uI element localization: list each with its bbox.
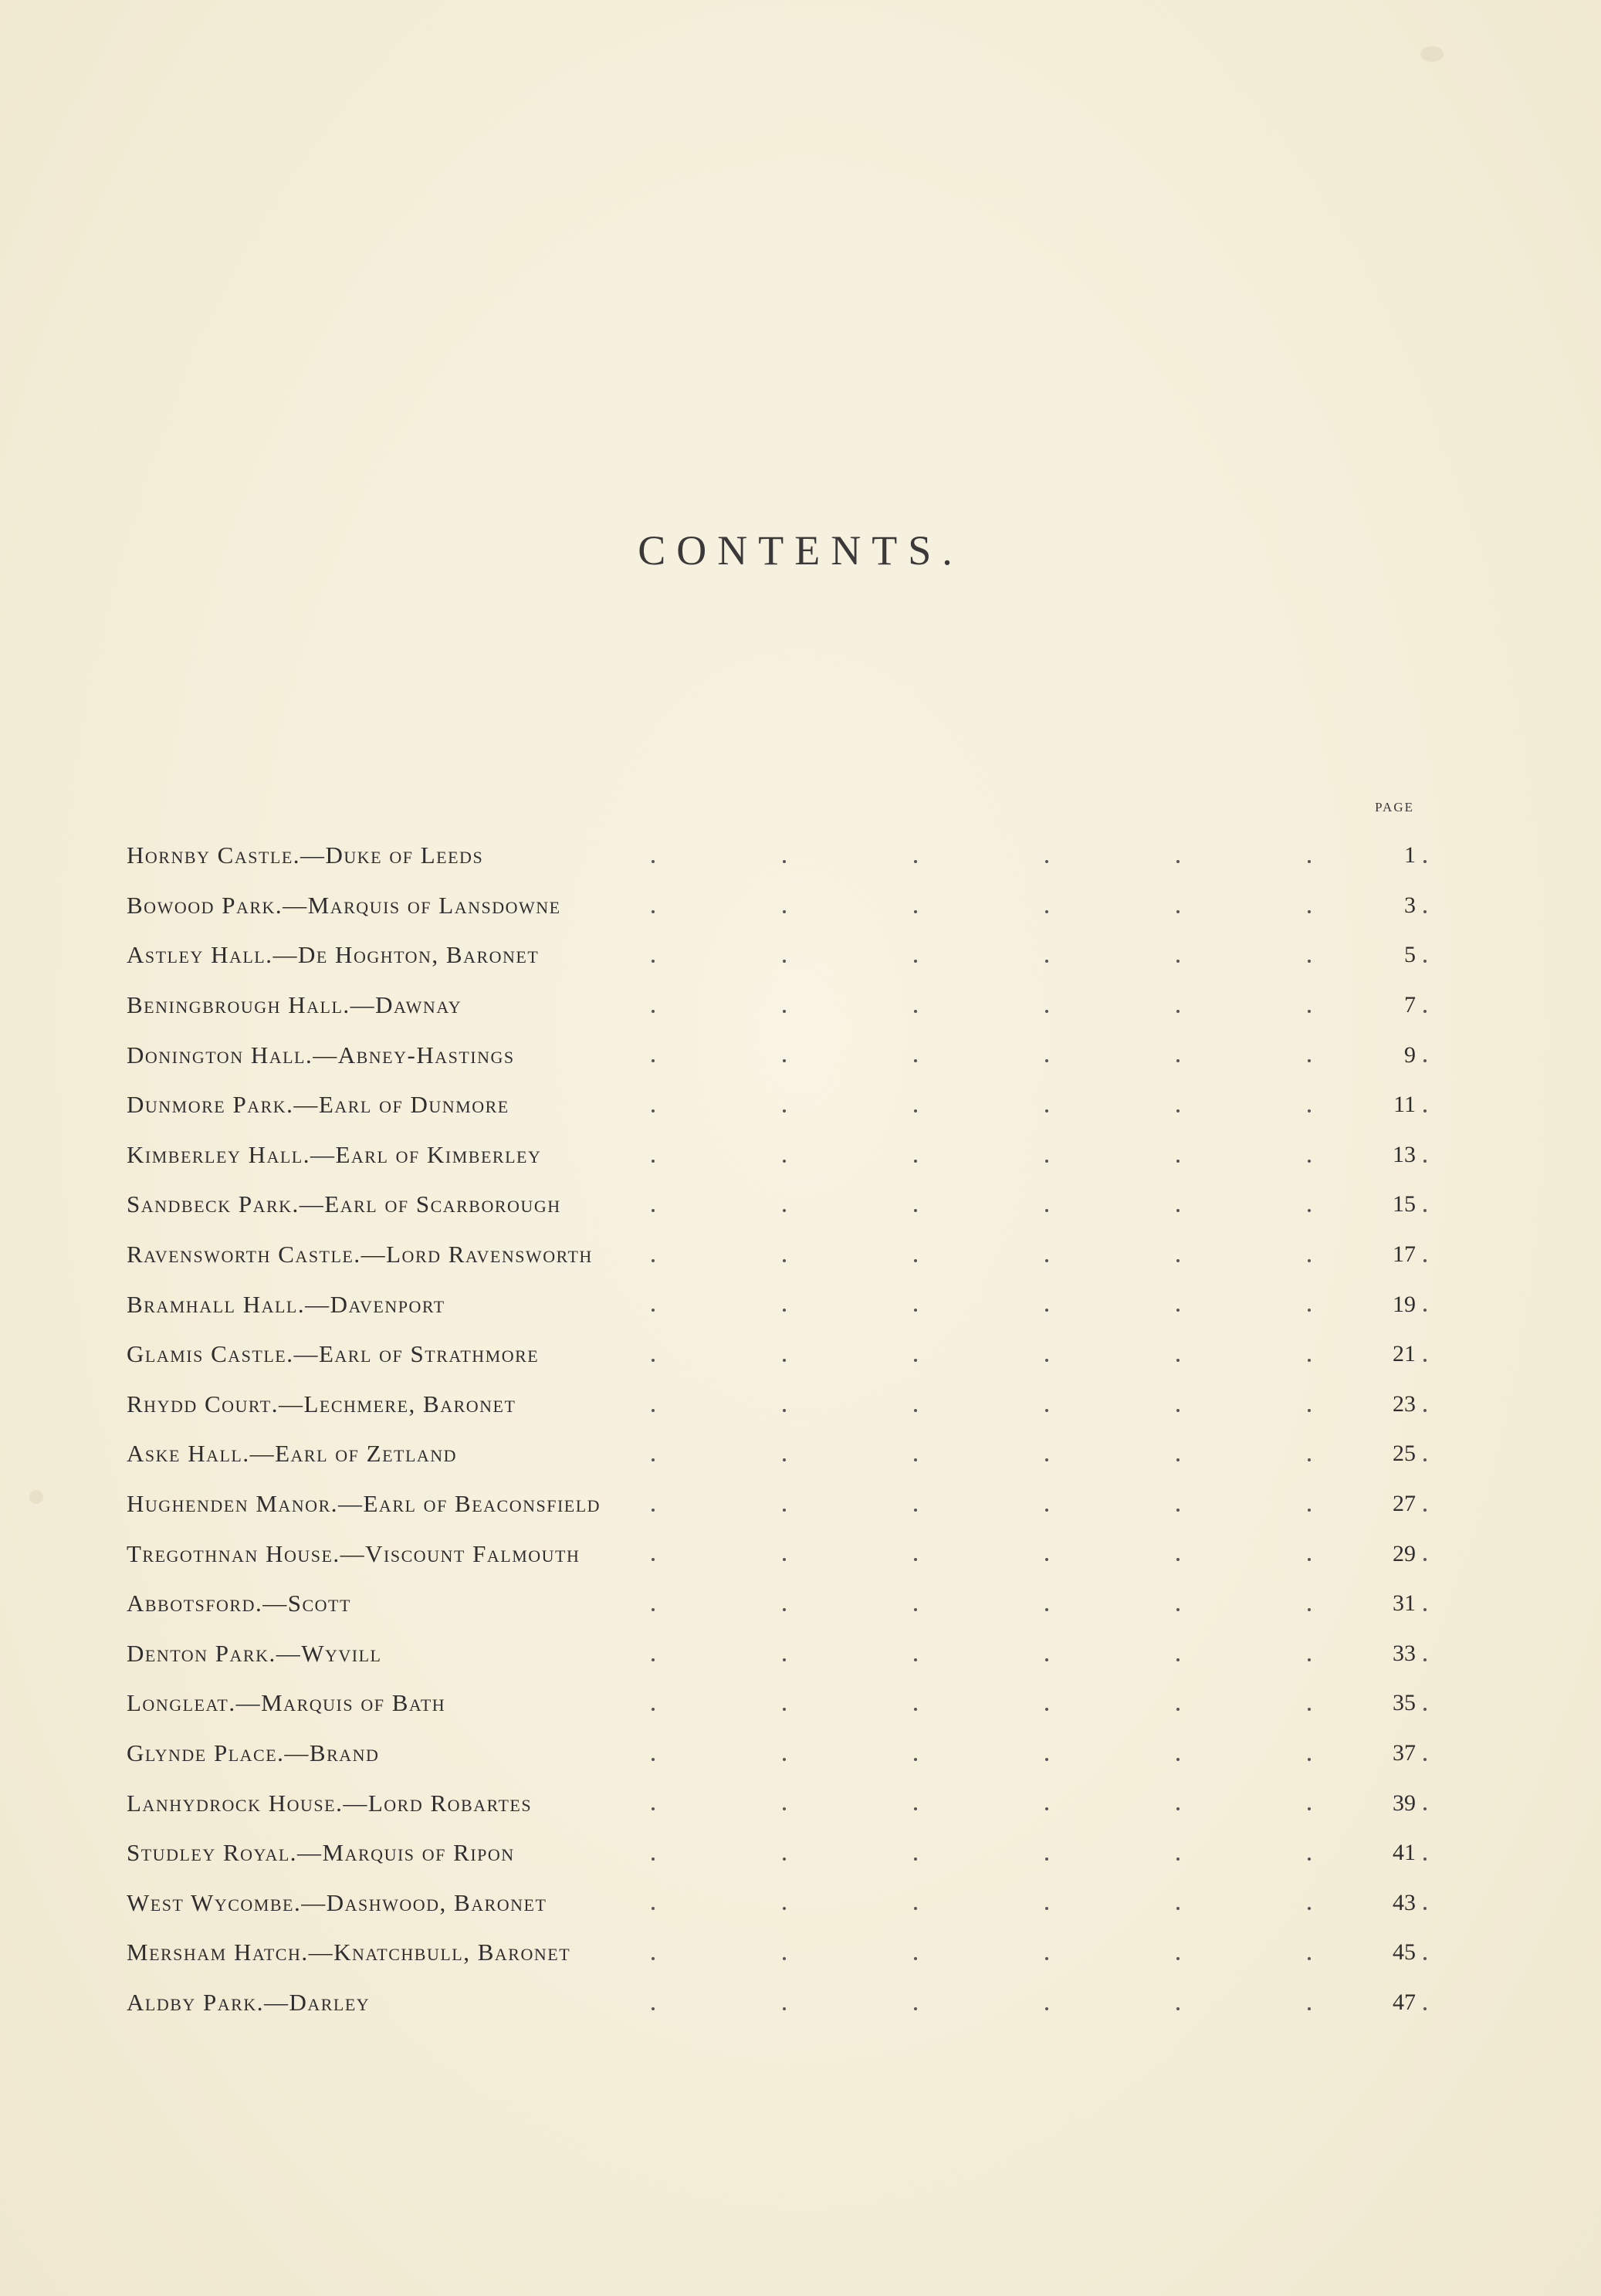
toc-entry-title: Bowood Park.—Marquis of Lansdowne (127, 891, 561, 919)
leader-dot (1176, 1758, 1180, 1761)
toc-entry-title: Rhydd Court.—Lechmere, Baronet (127, 1390, 516, 1417)
leader-dot (1423, 860, 1427, 863)
leader-dot (1423, 2007, 1427, 2010)
leader-dot (652, 2007, 655, 2010)
leader-dot (914, 1359, 917, 1362)
toc-entry-title: Denton Park.—Wyvill (127, 1639, 382, 1667)
leader-dot (1045, 1359, 1048, 1362)
toc-entry-page-number: 39 (1393, 1790, 1416, 1816)
leader-dot (1423, 1509, 1427, 1512)
leader-dot (1045, 910, 1048, 913)
toc-entry-title: Abbotsford.—Scott (127, 1590, 351, 1617)
leader-dot (1308, 1509, 1311, 1512)
leader-dot (1423, 1359, 1427, 1362)
toc-entry (127, 1928, 1416, 1978)
leader-dot (783, 1907, 786, 1910)
leader-dot (652, 1558, 655, 1561)
toc-entry-page-number: 29 (1393, 1540, 1416, 1566)
leader-dot (1308, 1957, 1311, 1960)
leader-dot (1308, 1807, 1311, 1810)
leader-dot (914, 1160, 917, 1163)
toc-entry-title: Beningbrough Hall.—Dawnay (127, 991, 462, 1019)
leader-dot (783, 1059, 786, 1062)
toc-entry (127, 831, 1416, 881)
leader-dot (652, 1109, 655, 1112)
leader-dot (914, 1409, 917, 1412)
toc-entry-title: Mersham Hatch.—Knatchbull, Baronet (127, 1939, 571, 1966)
toc-entry-title: Lanhydrock House.—Lord Robartes (127, 1789, 533, 1817)
leader-dot (1176, 1807, 1180, 1810)
leader-dot (1308, 1160, 1311, 1163)
leader-dot (783, 1458, 786, 1461)
leader-dot (783, 1209, 786, 1212)
leader-dot (652, 1708, 655, 1711)
toc-entry-page-number: 43 (1393, 1889, 1416, 1915)
toc-entry (127, 1529, 1416, 1579)
leader-dot (1308, 1059, 1311, 1062)
leader-dot (914, 860, 917, 863)
leader-dot (783, 1708, 786, 1711)
leader-dot (1423, 910, 1427, 913)
leader-dot (1045, 1309, 1048, 1312)
leader-dot (1045, 1957, 1048, 1960)
toc-entry-title: Kimberley Hall.—Earl of Kimberley (127, 1140, 542, 1168)
leader-dot (652, 1957, 655, 1960)
leader-dot (783, 1109, 786, 1112)
leader-dot (1176, 1458, 1180, 1461)
leader-dot (783, 1010, 786, 1013)
leader-dot (1045, 1758, 1048, 1761)
leader-dot (1045, 960, 1048, 963)
toc-entry-page-number: 5 (1404, 942, 1416, 968)
dot-leader (652, 1878, 1439, 1928)
leader-dot (652, 1209, 655, 1212)
paper-stain (1420, 46, 1444, 62)
leader-dot (1423, 1059, 1427, 1062)
dot-leader (652, 881, 1439, 931)
toc-entry-page-number: 27 (1393, 1491, 1416, 1517)
toc-entry-page-number: 25 (1393, 1441, 1416, 1467)
leader-dot (1308, 860, 1311, 863)
toc-entry-title: Dunmore Park.—Earl of Dunmore (127, 1091, 509, 1119)
toc-entry-title: Longleat.—Marquis of Bath (127, 1689, 446, 1717)
leader-dot (1423, 1458, 1427, 1461)
toc-entry-title: Glynde Place.—Brand (127, 1739, 380, 1766)
leader-dot (1308, 1109, 1311, 1112)
toc-entry-page-number: 1 (1404, 842, 1416, 869)
page-column-header: PAGE (1375, 800, 1414, 814)
leader-dot (783, 960, 786, 963)
toc-entry-page-number: 35 (1393, 1690, 1416, 1716)
leader-dot (1176, 1209, 1180, 1212)
toc-entry (127, 1629, 1416, 1679)
dot-leader (652, 1380, 1439, 1430)
toc-entry (127, 1230, 1416, 1280)
leader-dot (914, 1807, 917, 1810)
toc-entry (127, 1180, 1416, 1230)
leader-dot (652, 1807, 655, 1810)
toc-entry-title: Studley Royal.—Marquis of Ripon (127, 1839, 515, 1867)
leader-dot (1308, 1010, 1311, 1013)
dot-leader (652, 930, 1439, 980)
toc-entry (127, 1479, 1416, 1529)
leader-dot (1423, 1209, 1427, 1212)
leader-dot (1308, 1608, 1311, 1611)
leader-dot (914, 1259, 917, 1262)
leader-dot (652, 1509, 655, 1512)
toc-entry (127, 1279, 1416, 1329)
dot-leader (652, 980, 1439, 1031)
leader-dot (1176, 1059, 1180, 1062)
toc-entry-page-number: 17 (1393, 1241, 1416, 1268)
leader-dot (1308, 2007, 1311, 2010)
leader-dot (1176, 1010, 1180, 1013)
leader-dot (783, 1409, 786, 1412)
dot-leader (652, 1180, 1439, 1230)
leader-dot (652, 1059, 655, 1062)
toc-entry (127, 1429, 1416, 1479)
leader-dot (1045, 1109, 1048, 1112)
leader-dot (914, 2007, 917, 2010)
toc-entry (127, 1130, 1416, 1180)
leader-dot (1308, 1209, 1311, 1212)
leader-dot (1176, 1259, 1180, 1262)
toc-entry-page-number: 23 (1393, 1390, 1416, 1417)
leader-dot (1308, 1458, 1311, 1461)
leader-dot (783, 1807, 786, 1810)
leader-dot (1176, 2007, 1180, 2010)
leader-dot (1423, 1957, 1427, 1960)
leader-dot (914, 1509, 917, 1512)
dot-leader (652, 1230, 1439, 1280)
dot-leader (652, 1030, 1439, 1080)
leader-dot (1176, 860, 1180, 863)
toc-entry-title: West Wycombe.—Dashwood, Baronet (127, 1888, 547, 1916)
leader-dot (1176, 1957, 1180, 1960)
toc-entry-title: Hornby Castle.—Duke of Leeds (127, 842, 484, 869)
toc-entry (127, 930, 1416, 980)
dot-leader (652, 1928, 1439, 1978)
leader-dot (783, 1758, 786, 1761)
toc-entry-page-number: 45 (1393, 1939, 1416, 1966)
toc-entry-page-number: 21 (1393, 1341, 1416, 1367)
leader-dot (1045, 1509, 1048, 1512)
leader-dot (1423, 1608, 1427, 1611)
dot-leader (652, 1529, 1439, 1579)
leader-dot (914, 1209, 917, 1212)
leader-dot (1176, 1658, 1180, 1661)
toc-entry (127, 1978, 1416, 2028)
leader-dot (652, 960, 655, 963)
leader-dot (1176, 1708, 1180, 1711)
paper-stain (29, 1490, 43, 1504)
toc-entry-title: Donington Hall.—Abney-Hastings (127, 1041, 515, 1068)
toc-entry (127, 1329, 1416, 1380)
leader-dot (1045, 1409, 1048, 1412)
leader-dot (1045, 1259, 1048, 1262)
leader-dot (914, 1907, 917, 1910)
dot-leader (652, 1978, 1439, 2028)
leader-dot (1045, 1608, 1048, 1611)
toc-entry-page-number: 31 (1393, 1590, 1416, 1617)
leader-dot (1423, 1109, 1427, 1112)
leader-dot (1308, 1259, 1311, 1262)
leader-dot (652, 1658, 655, 1661)
leader-dot (914, 960, 917, 963)
toc-entry (127, 1380, 1416, 1430)
dot-leader (652, 1130, 1439, 1180)
toc-entry-page-number: 7 (1404, 992, 1416, 1018)
leader-dot (914, 1857, 917, 1861)
toc-entry-title: Glamis Castle.—Earl of Strathmore (127, 1340, 540, 1368)
leader-dot (783, 1509, 786, 1512)
leader-dot (783, 1608, 786, 1611)
toc-entry-page-number: 9 (1404, 1041, 1416, 1068)
leader-dot (1176, 1857, 1180, 1861)
toc-entry (127, 980, 1416, 1031)
leader-dot (1308, 960, 1311, 963)
dot-leader (652, 1080, 1439, 1130)
leader-dot (652, 1259, 655, 1262)
toc-entry-page-number: 33 (1393, 1640, 1416, 1666)
dot-leader (652, 1629, 1439, 1679)
leader-dot (652, 910, 655, 913)
leader-dot (914, 1758, 917, 1761)
leader-dot (783, 1857, 786, 1861)
leader-dot (1045, 1708, 1048, 1711)
leader-dot (1176, 910, 1180, 913)
leader-dot (652, 1359, 655, 1362)
toc-entry (127, 1778, 1416, 1828)
leader-dot (1176, 1160, 1180, 1163)
leader-dot (1045, 1010, 1048, 1013)
leader-dot (1045, 1558, 1048, 1561)
leader-dot (783, 1957, 786, 1960)
leader-dot (914, 1309, 917, 1312)
leader-dot (783, 860, 786, 863)
toc-entry (127, 1729, 1416, 1779)
leader-dot (1045, 2007, 1048, 2010)
leader-dot (1423, 1409, 1427, 1412)
leader-dot (1308, 910, 1311, 913)
leader-dot (1176, 1409, 1180, 1412)
leader-dot (1045, 1160, 1048, 1163)
toc-entry (127, 881, 1416, 931)
leader-dot (1423, 1907, 1427, 1910)
dot-leader (652, 1579, 1439, 1629)
leader-dot (1308, 1907, 1311, 1910)
leader-dot (783, 1259, 786, 1262)
toc-entry-page-number: 47 (1393, 1989, 1416, 2015)
leader-dot (652, 1010, 655, 1013)
leader-dot (914, 1458, 917, 1461)
leader-dot (1423, 1857, 1427, 1861)
leader-dot (1308, 1409, 1311, 1412)
leader-dot (652, 1160, 655, 1163)
toc-entry-page-number: 11 (1393, 1092, 1416, 1118)
toc-entry-title: Aske Hall.—Earl of Zetland (127, 1440, 458, 1468)
leader-dot (1423, 1658, 1427, 1661)
dot-leader (652, 831, 1439, 881)
leader-dot (914, 1010, 917, 1013)
leader-dot (783, 1359, 786, 1362)
leader-dot (1308, 1558, 1311, 1561)
leader-dot (1176, 1359, 1180, 1362)
leader-dot (1423, 1708, 1427, 1711)
leader-dot (1308, 1857, 1311, 1861)
table-of-contents (127, 831, 1416, 2027)
dot-leader (652, 1678, 1439, 1729)
dot-leader (652, 1279, 1439, 1329)
toc-entry (127, 1678, 1416, 1729)
toc-entry-page-number: 13 (1393, 1141, 1416, 1167)
leader-dot (652, 1758, 655, 1761)
toc-entry-title: Tregothnan House.—Viscount Falmouth (127, 1539, 580, 1567)
leader-dot (1045, 1907, 1048, 1910)
leader-dot (1308, 1309, 1311, 1312)
leader-dot (1308, 1708, 1311, 1711)
leader-dot (1308, 1758, 1311, 1761)
dot-leader (652, 1729, 1439, 1779)
leader-dot (914, 1658, 917, 1661)
dot-leader (652, 1479, 1439, 1529)
leader-dot (1176, 1109, 1180, 1112)
toc-entry (127, 1828, 1416, 1878)
leader-dot (1423, 1558, 1427, 1561)
leader-dot (1423, 960, 1427, 963)
toc-entry-title: Aldby Park.—Darley (127, 1988, 371, 2016)
leader-dot (1045, 1458, 1048, 1461)
leader-dot (914, 1109, 917, 1112)
leader-dot (652, 1857, 655, 1861)
leader-dot (783, 1160, 786, 1163)
leader-dot (783, 2007, 786, 2010)
toc-entry-title: Ravensworth Castle.—Lord Ravensworth (127, 1241, 593, 1268)
leader-dot (1176, 960, 1180, 963)
leader-dot (1308, 1658, 1311, 1661)
toc-entry (127, 1080, 1416, 1130)
leader-dot (1045, 1059, 1048, 1062)
leader-dot (783, 1558, 786, 1561)
leader-dot (1176, 1907, 1180, 1910)
leader-dot (652, 860, 655, 863)
dot-leader (652, 1429, 1439, 1479)
leader-dot (1176, 1608, 1180, 1611)
toc-entry-page-number: 37 (1393, 1739, 1416, 1766)
dot-leader (652, 1828, 1439, 1878)
toc-entry-title: Astley Hall.—De Hoghton, Baronet (127, 941, 540, 969)
leader-dot (652, 1309, 655, 1312)
toc-entry (127, 1030, 1416, 1080)
leader-dot (1423, 1160, 1427, 1163)
toc-entry-page-number: 19 (1393, 1291, 1416, 1317)
leader-dot (1176, 1558, 1180, 1561)
dot-leader (652, 1778, 1439, 1828)
toc-entry-page-number: 3 (1404, 892, 1416, 918)
leader-dot (1176, 1509, 1180, 1512)
toc-entry (127, 1878, 1416, 1928)
leader-dot (1045, 1807, 1048, 1810)
toc-entry-title: Bramhall Hall.—Davenport (127, 1290, 445, 1318)
leader-dot (652, 1907, 655, 1910)
toc-entry-page-number: 41 (1393, 1840, 1416, 1866)
toc-entry-title: Hughenden Manor.—Earl of Beaconsfield (127, 1490, 601, 1518)
leader-dot (652, 1409, 655, 1412)
dot-leader (652, 1329, 1439, 1380)
leader-dot (1423, 1309, 1427, 1312)
toc-entry (127, 1579, 1416, 1629)
leader-dot (1308, 1359, 1311, 1362)
leader-dot (1423, 1807, 1427, 1810)
leader-dot (914, 1059, 917, 1062)
toc-entry-title: Sandbeck Park.—Earl of Scarborough (127, 1190, 561, 1218)
leader-dot (652, 1458, 655, 1461)
leader-dot (783, 1309, 786, 1312)
leader-dot (914, 1558, 917, 1561)
leader-dot (1423, 1010, 1427, 1013)
toc-entry-page-number: 15 (1393, 1191, 1416, 1217)
leader-dot (652, 1608, 655, 1611)
leader-dot (783, 1658, 786, 1661)
leader-dot (1045, 1658, 1048, 1661)
leader-dot (1423, 1758, 1427, 1761)
leader-dot (914, 1957, 917, 1960)
contents-title: CONTENTS. (638, 527, 963, 574)
leader-dot (1423, 1259, 1427, 1262)
leader-dot (1045, 1209, 1048, 1212)
leader-dot (1045, 860, 1048, 863)
leader-dot (1045, 1857, 1048, 1861)
leader-dot (914, 1708, 917, 1711)
leader-dot (1176, 1309, 1180, 1312)
leader-dot (914, 1608, 917, 1611)
leader-dot (914, 910, 917, 913)
leader-dot (783, 910, 786, 913)
